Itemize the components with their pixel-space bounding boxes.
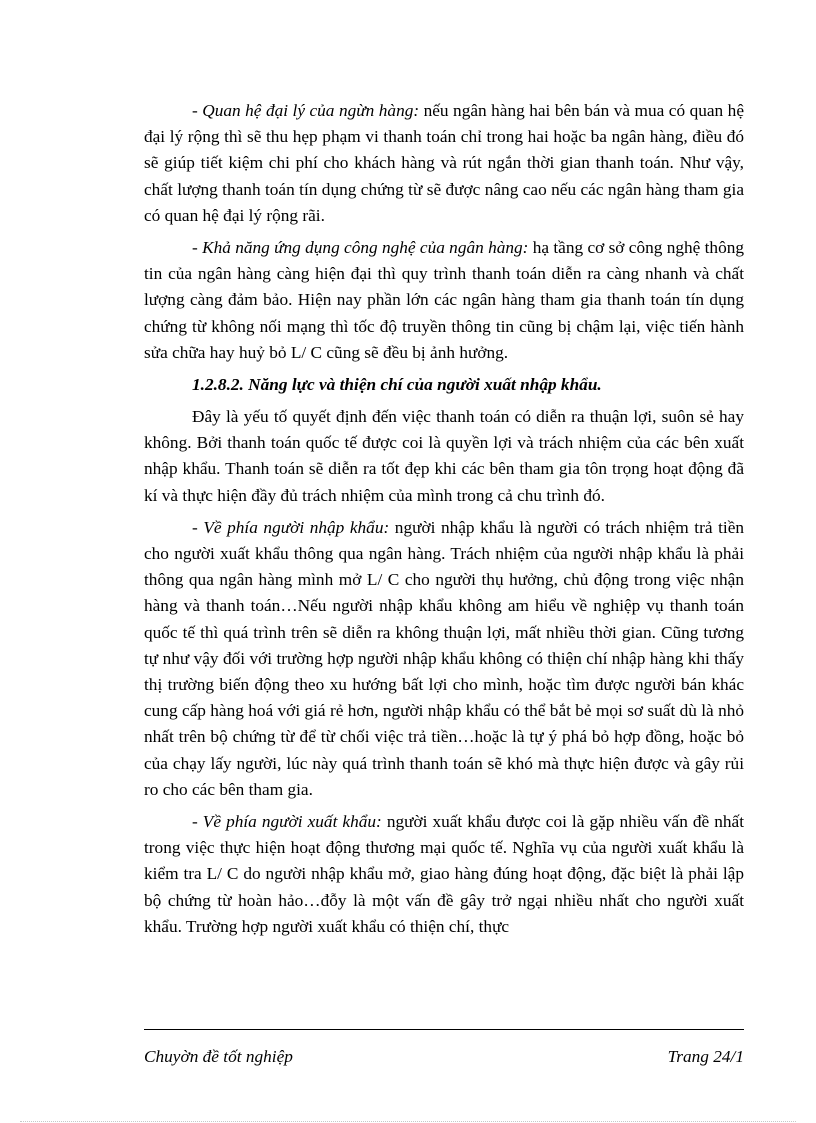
paragraph-lead: - Khả năng ứng dụng công nghệ của ngân hàng:	[192, 238, 529, 258]
paragraph-importer	[144, 515, 744, 803]
footer-divider	[144, 1029, 744, 1030]
page-body	[144, 98, 744, 946]
page-edge-divider	[20, 1121, 796, 1122]
paragraph-lead: - Về phía người nhập khẩu:	[192, 517, 390, 537]
section-heading: 1.2.8.2. Năng lực và thiện chí của người xuất nhập khẩu.	[192, 375, 602, 395]
paragraph-text: Đây là yếu tố quyết định đến việc thanh toán có diễn ra thuận lợi, suôn sẻ hay không. Bởi thanh toán quốc tế được coi là quyền lợi và trách nhiệm của các bên xuất nhập khẩu. Thanh toán sẽ diễn ra tốt đẹp khi các bên tham gia tôn trọng hoạt động đã kí và thực hiện đầy đủ trách nhiệm của mình trong cả chu trình đó.	[144, 407, 744, 505]
footer-title: Chuyờn đề tốt nghiệp	[144, 1047, 293, 1066]
paragraph-text: nếu ngân hàng hai bên bán và mua có quan hệ đại lý rộng thì sẽ thu hẹp phạm vi thanh toán chỉ trong hai hoặc ba ngân hàng, điều đó sẽ giúp tiết kiệm chi phí cho khách hàng và rút ngắn thời gian thanh toán. Như vậy, chất lượng thanh toán tín dụng chứng từ sẽ được nâng cao nếu các ngân hàng tham gia có quan hệ đại lý rộng rãi.	[144, 101, 744, 225]
paragraph-text: người nhập khẩu là người có trách nhiệm trả tiền cho người xuất khẩu thông qua ngân hàng. Trách nhiệm của người nhập khẩu là phải thông qua ngân hàng mình mở L/ C cho người thụ hưởng, chủ động trong việc nhận hàng và thanh toán…Nếu người nhập khẩu không am hiểu về nghiệp vụ thanh toán quốc tế thì quá trình trên sẽ diễn ra không thuận lợi, mất nhiều thời gian. Cũng tương tự như vậy đối với trường hợp người nhập khẩu không có thiện chí nhập hàng khi thấy thị trường biến động theo xu hướng bất lợi cho mình, hoặc tìm được người bán khác cung cấp hàng hoá với giá rẻ hơn, người nhập khẩu có thể bắt bẻ mọi sơ suất dù là nhỏ nhất trên bộ chứng từ để từ chối việc trả tiền…hoặc là tự ý phá bỏ hợp đồng, hoặc bỏ của chạy lấy người, lúc này quá trình thanh toán sẽ khó mà thực hiện được và gây rủi ro cho các bên tham gia.	[144, 517, 745, 799]
paragraph-technology	[144, 235, 744, 366]
page-number: Trang 24/1	[667, 1047, 744, 1066]
paragraph-lead: - Về phía người xuất khẩu:	[192, 812, 382, 832]
paragraph-deciding-factor	[144, 404, 744, 509]
paragraph-text: hạ tầng cơ sở công nghệ thông tin của ngân hàng càng hiện đại thì quy trình thanh toán diễn ra càng nhanh và chất lượng càng đảm bảo. Hiện nay phần lớn các ngân hàng tham gia thanh toán tín dụng chứng từ không nối mạng thì tốc độ truyền thông tin cũng bị chậm lại, việc tiến hành sửa chữa hay huỷ bỏ L/ C cũng sẽ đều bị ảnh hưởng.	[144, 238, 744, 362]
paragraph-agency-relations	[144, 98, 744, 229]
paragraph-text: người xuất khẩu được coi là gặp nhiều vấn đề nhất trong việc thực hiện hoạt động thương mại quốc tế. Nghĩa vụ của người xuất khẩu là kiểm tra L/ C do người nhập khẩu mở, giao hàng đúng hoạt động, đặc biệt là phải lập bộ chứng từ hoàn hảo…đỗy là một vấn đề gây trở ngại nhiều nhất cho người xuất khẩu. Trường hợp người xuất khẩu có thiện chí, thực	[144, 812, 744, 936]
page-footer	[144, 1045, 744, 1069]
paragraph-lead: - Quan hệ đại lý của ngừn hàng:	[192, 101, 420, 120]
paragraph-exporter	[144, 809, 744, 940]
